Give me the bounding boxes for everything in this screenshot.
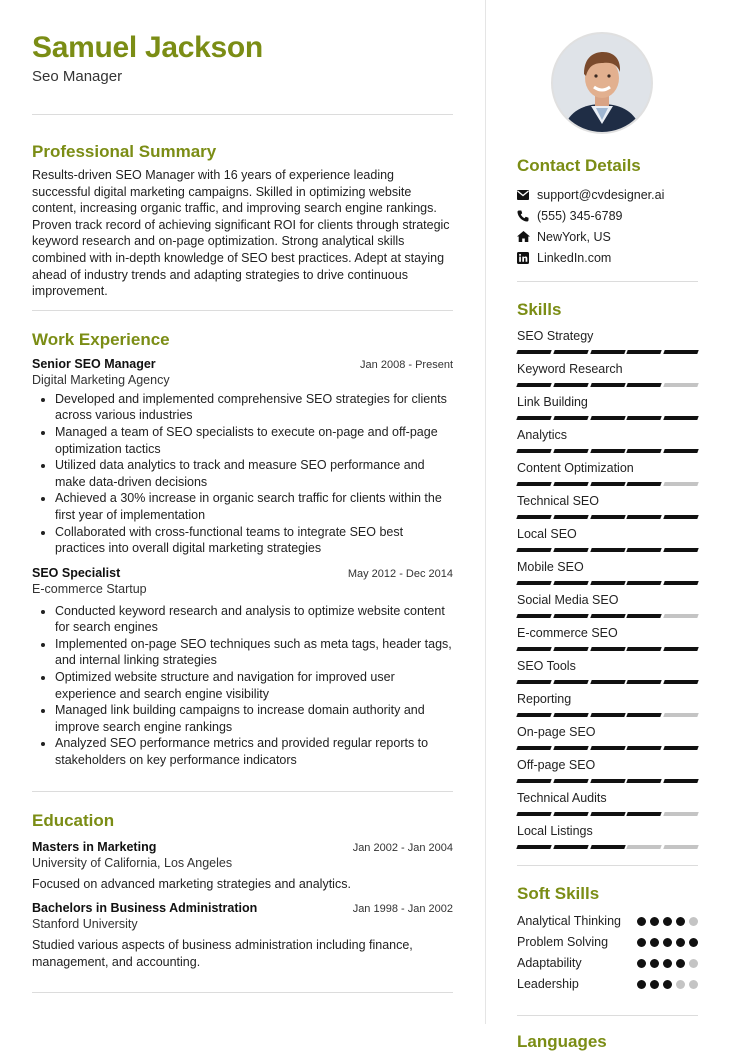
section-divider xyxy=(32,992,453,993)
skill-level-bar xyxy=(517,647,698,651)
phone-icon xyxy=(517,210,537,222)
soft-skill-item xyxy=(517,934,698,951)
column-divider xyxy=(485,0,486,1024)
skill-level-segment xyxy=(553,746,588,750)
languages-section xyxy=(517,1031,698,1053)
school-name: University of California, Los Angeles xyxy=(32,855,233,870)
contact-title: Contact Details xyxy=(517,156,641,175)
job-date: May 2012 - Dec 2014 xyxy=(347,567,453,580)
skill-item xyxy=(517,692,698,717)
section-divider xyxy=(32,791,453,792)
job-bullet: • Achieved a 30% increase in organic search traffic for clients within the first year of implementation xyxy=(55,490,453,523)
skill-item xyxy=(517,626,698,651)
soft-skill-rating xyxy=(637,934,698,947)
education-description: Focused on advanced marketing strategies and analytics. xyxy=(32,876,351,891)
skill-level-segment xyxy=(627,350,662,354)
rating-dot xyxy=(663,959,672,968)
skill-level-bar xyxy=(517,581,698,585)
location-text: NewYork, US xyxy=(537,229,611,244)
skill-name: E-commerce SEO xyxy=(517,626,618,640)
degree-title: Bachelors in Business Administration xyxy=(32,901,258,916)
skill-level-bar xyxy=(517,680,698,684)
skill-item xyxy=(517,659,698,684)
skill-level-segment xyxy=(516,383,551,387)
skill-level-segment xyxy=(627,614,662,618)
phone-text: (555) 345-6789 xyxy=(537,208,623,223)
skill-level-segment xyxy=(663,647,698,651)
job-company: Digital Marketing Agency xyxy=(32,372,170,387)
soft-skill-name: Analytical Thinking xyxy=(517,914,621,928)
soft-skills-section xyxy=(517,883,698,993)
skill-level-segment xyxy=(516,647,551,651)
skill-level-segment xyxy=(516,680,551,684)
skill-name: Technical SEO xyxy=(517,494,599,508)
skill-level-bar xyxy=(517,350,698,354)
skill-level-segment xyxy=(590,350,625,354)
job-bullet: • Collaborated with cross-functional teams to integrate SEO best practices into overall digital marketing strategies xyxy=(55,524,453,557)
skill-level-segment xyxy=(663,614,698,618)
job-bullet: • Developed and implemented comprehensive SEO strategies for clients across various industries xyxy=(55,391,453,424)
job-bullet: • Analyzed SEO performance metrics and provided regular reports to stakeholders on key performance indicators xyxy=(55,735,453,768)
skill-level-segment xyxy=(553,548,588,552)
skill-level-segment xyxy=(663,350,698,354)
education-entry xyxy=(32,840,453,893)
degree-title: Masters in Marketing xyxy=(32,839,157,854)
skill-item xyxy=(517,329,698,354)
skill-level-segment xyxy=(627,482,662,486)
education-date: Jan 1998 - Jan 2002 xyxy=(352,903,453,916)
skill-item xyxy=(517,527,698,552)
job-bullets xyxy=(32,603,453,769)
rating-dot xyxy=(663,938,672,947)
rating-dot xyxy=(637,959,646,968)
rating-dot xyxy=(663,917,672,926)
school-name: Stanford University xyxy=(32,917,138,932)
skill-level-segment xyxy=(663,581,698,585)
soft-skill-item xyxy=(517,913,698,930)
skill-level-segment xyxy=(516,350,551,354)
skill-level-segment xyxy=(627,713,662,717)
education-title: Education xyxy=(32,810,115,830)
skill-level-segment xyxy=(553,845,588,849)
skill-level-segment xyxy=(590,680,625,684)
job-date: Jan 2008 - Present xyxy=(360,358,453,371)
skill-level-segment xyxy=(516,845,551,849)
rating-dot xyxy=(637,938,646,947)
sidebar-column xyxy=(517,155,698,1053)
skill-item xyxy=(517,824,698,849)
job-bullet: • Managed link building campaigns to increase domain authority and improve search engine rankings xyxy=(55,702,453,735)
skill-level-segment xyxy=(590,647,625,651)
skill-level-segment xyxy=(590,548,625,552)
skill-level-segment xyxy=(553,647,588,651)
skill-level-segment xyxy=(590,383,625,387)
skill-name: Analytics xyxy=(517,428,568,442)
skill-name: SEO Strategy xyxy=(517,329,594,343)
person-portrait-icon xyxy=(553,34,651,132)
skill-level-segment xyxy=(516,449,551,453)
skill-level-segment xyxy=(590,614,625,618)
contact-phone xyxy=(517,205,698,226)
skill-level-segment xyxy=(663,746,698,750)
skill-name: On-page SEO xyxy=(517,725,596,739)
skill-level-segment xyxy=(590,449,625,453)
rating-dot xyxy=(637,917,646,926)
skill-level-segment xyxy=(627,548,662,552)
skill-level-bar xyxy=(517,482,698,486)
skill-level-segment xyxy=(627,812,662,816)
skills-title: Skills xyxy=(517,300,562,319)
job-title: Senior SEO Manager xyxy=(32,356,156,371)
skill-level-segment xyxy=(553,581,588,585)
skills-section xyxy=(517,299,698,849)
skill-level-segment xyxy=(590,416,625,420)
soft-skill-name: Adaptability xyxy=(517,956,582,970)
skill-item xyxy=(517,791,698,816)
skill-item xyxy=(517,593,698,618)
skill-name: Keyword Research xyxy=(517,362,623,376)
skill-level-segment xyxy=(553,779,588,783)
skill-level-segment xyxy=(516,548,551,552)
summary-section xyxy=(32,141,453,300)
education-entry xyxy=(32,901,453,970)
skill-level-bar xyxy=(517,515,698,519)
soft-skills-title: Soft Skills xyxy=(517,884,600,903)
skill-name: Technical Audits xyxy=(517,791,607,805)
skill-level-bar xyxy=(517,416,698,420)
skill-level-segment xyxy=(590,713,625,717)
home-icon xyxy=(517,231,537,242)
skill-level-bar xyxy=(517,548,698,552)
skill-level-segment xyxy=(627,680,662,684)
linkedin-text: LinkedIn.com xyxy=(537,250,612,265)
skill-name: Reporting xyxy=(517,692,572,706)
education-description: Studied various aspects of business administration including finance, management, and accounting. xyxy=(32,938,413,969)
rating-dot xyxy=(676,980,685,989)
skill-level-segment xyxy=(553,614,588,618)
rating-dot xyxy=(689,959,698,968)
job-entry xyxy=(32,357,453,557)
skill-level-segment xyxy=(627,746,662,750)
skill-level-segment xyxy=(663,548,698,552)
skill-level-segment xyxy=(516,614,551,618)
skill-level-segment xyxy=(663,515,698,519)
rating-dot xyxy=(676,959,685,968)
job-bullet: • Optimized website structure and navigation for improved user experience and search engine visibility xyxy=(55,669,453,702)
skill-item xyxy=(517,758,698,783)
job-bullet: • Conducted keyword research and analysis to optimize website content for search engines xyxy=(55,603,453,636)
skill-level-bar xyxy=(517,713,698,717)
skill-level-segment xyxy=(553,812,588,816)
job-bullet: • Implemented on-page SEO techniques such as meta tags, header tags, and internal linking strategies xyxy=(55,636,453,669)
job-bullet: • Managed a team of SEO specialists to execute on-page and off-page optimization tactics xyxy=(55,424,453,457)
contact-section xyxy=(517,155,698,268)
skill-level-segment xyxy=(516,746,551,750)
skill-level-segment xyxy=(553,680,588,684)
skill-item xyxy=(517,428,698,453)
skill-level-bar xyxy=(517,845,698,849)
contact-linkedin xyxy=(517,247,698,268)
soft-skills-list xyxy=(517,913,698,993)
skill-level-segment xyxy=(553,383,588,387)
skill-level-bar xyxy=(517,614,698,618)
rating-dot xyxy=(637,980,646,989)
email-text: support@cvdesigner.ai xyxy=(537,187,665,202)
job-bullets xyxy=(32,391,453,557)
skill-item xyxy=(517,395,698,420)
skill-level-segment xyxy=(516,779,551,783)
skill-level-segment xyxy=(516,581,551,585)
skill-level-segment xyxy=(516,482,551,486)
skill-item xyxy=(517,725,698,750)
skill-level-segment xyxy=(627,449,662,453)
rating-dot xyxy=(689,917,698,926)
rating-dot xyxy=(650,917,659,926)
skill-name: Link Building xyxy=(517,395,588,409)
skill-level-segment xyxy=(663,845,698,849)
linkedin-icon xyxy=(517,252,537,264)
profile-photo xyxy=(551,32,653,134)
skill-level-segment xyxy=(627,779,662,783)
work-title: Work Experience xyxy=(32,329,170,349)
skill-level-segment xyxy=(590,812,625,816)
soft-skill-rating xyxy=(637,955,698,968)
rating-dot xyxy=(689,938,698,947)
skill-level-segment xyxy=(516,515,551,519)
skill-item xyxy=(517,362,698,387)
section-divider xyxy=(517,865,698,866)
skill-level-segment xyxy=(663,680,698,684)
rating-dot xyxy=(676,938,685,947)
soft-skill-item xyxy=(517,955,698,972)
skill-level-segment xyxy=(663,449,698,453)
job-entry xyxy=(32,566,453,769)
skill-level-segment xyxy=(627,647,662,651)
skill-level-segment xyxy=(553,449,588,453)
languages-title: Languages xyxy=(517,1032,607,1051)
skill-level-segment xyxy=(663,416,698,420)
skill-level-bar xyxy=(517,746,698,750)
section-divider xyxy=(517,281,698,282)
soft-skill-rating xyxy=(637,976,698,989)
skill-name: Mobile SEO xyxy=(517,560,584,574)
soft-skill-name: Problem Solving xyxy=(517,935,609,949)
skill-level-segment xyxy=(590,746,625,750)
skill-level-segment xyxy=(663,482,698,486)
skill-level-segment xyxy=(590,515,625,519)
rating-dot xyxy=(650,938,659,947)
skill-level-segment xyxy=(663,713,698,717)
skill-level-segment xyxy=(553,482,588,486)
soft-skill-rating xyxy=(637,913,698,926)
section-divider xyxy=(32,310,453,311)
skill-name: Off-page SEO xyxy=(517,758,596,772)
rating-dot xyxy=(676,917,685,926)
skill-name: Local Listings xyxy=(517,824,593,838)
soft-skill-name: Leadership xyxy=(517,977,579,991)
skill-level-segment xyxy=(590,581,625,585)
skill-level-bar xyxy=(517,779,698,783)
skill-name: SEO Tools xyxy=(517,659,576,673)
skill-level-segment xyxy=(590,779,625,783)
skill-item xyxy=(517,560,698,585)
job-company: E-commerce Startup xyxy=(32,581,147,596)
soft-skill-item xyxy=(517,976,698,993)
skill-level-segment xyxy=(627,515,662,519)
rating-dot xyxy=(689,980,698,989)
skill-level-bar xyxy=(517,449,698,453)
skill-name: Local SEO xyxy=(517,527,577,541)
skill-level-segment xyxy=(590,482,625,486)
skill-level-bar xyxy=(517,812,698,816)
skill-name: Social Media SEO xyxy=(517,593,619,607)
skill-item xyxy=(517,461,698,486)
skill-level-segment xyxy=(627,416,662,420)
skill-level-segment xyxy=(553,350,588,354)
skill-level-segment xyxy=(627,845,662,849)
work-section xyxy=(32,329,453,769)
skill-level-segment xyxy=(516,713,551,717)
candidate-role: Seo Manager xyxy=(32,68,123,85)
main-column xyxy=(32,30,453,993)
skill-level-segment xyxy=(663,383,698,387)
section-divider xyxy=(517,1015,698,1016)
rating-dot xyxy=(650,980,659,989)
skill-level-bar xyxy=(517,383,698,387)
skill-level-segment xyxy=(516,416,551,420)
skill-level-segment xyxy=(553,416,588,420)
section-divider xyxy=(32,114,453,115)
skills-list xyxy=(517,329,698,849)
skill-level-segment xyxy=(590,845,625,849)
skill-level-segment xyxy=(516,812,551,816)
skill-level-segment xyxy=(627,383,662,387)
education-date: Jan 2002 - Jan 2004 xyxy=(352,841,453,854)
contact-location xyxy=(517,226,698,247)
skill-level-segment xyxy=(553,515,588,519)
skill-level-segment xyxy=(553,713,588,717)
summary-title: Professional Summary xyxy=(32,142,217,161)
candidate-name: Samuel Jackson xyxy=(32,31,263,64)
education-section xyxy=(32,810,453,971)
skill-level-segment xyxy=(627,581,662,585)
contact-email xyxy=(517,184,698,205)
envelope-icon xyxy=(517,190,537,200)
skill-name: Content Optimization xyxy=(517,461,634,475)
rating-dot xyxy=(650,959,659,968)
job-title: SEO Specialist xyxy=(32,565,121,580)
skill-item xyxy=(517,494,698,519)
skill-level-segment xyxy=(663,812,698,816)
skill-level-segment xyxy=(663,779,698,783)
summary-text: Results-driven SEO Manager with 16 years of experience leading successful digital marketing campaigns. Skilled in optimizing website content, increasing organic traffic, and improving search engine rankings. Proven track record of achieving significant ROI for clients through strategic keyword research and on-page optimization. Strong analytical skills combined with in-depth knowledge of SEO best practices. Adept at staying ahead of industry trends and adapting strategies to drive continuous improvement. xyxy=(32,168,450,299)
rating-dot xyxy=(663,980,672,989)
job-bullet: • Utilized data analytics to track and measure SEO performance and make data-driven decisions xyxy=(55,457,453,490)
